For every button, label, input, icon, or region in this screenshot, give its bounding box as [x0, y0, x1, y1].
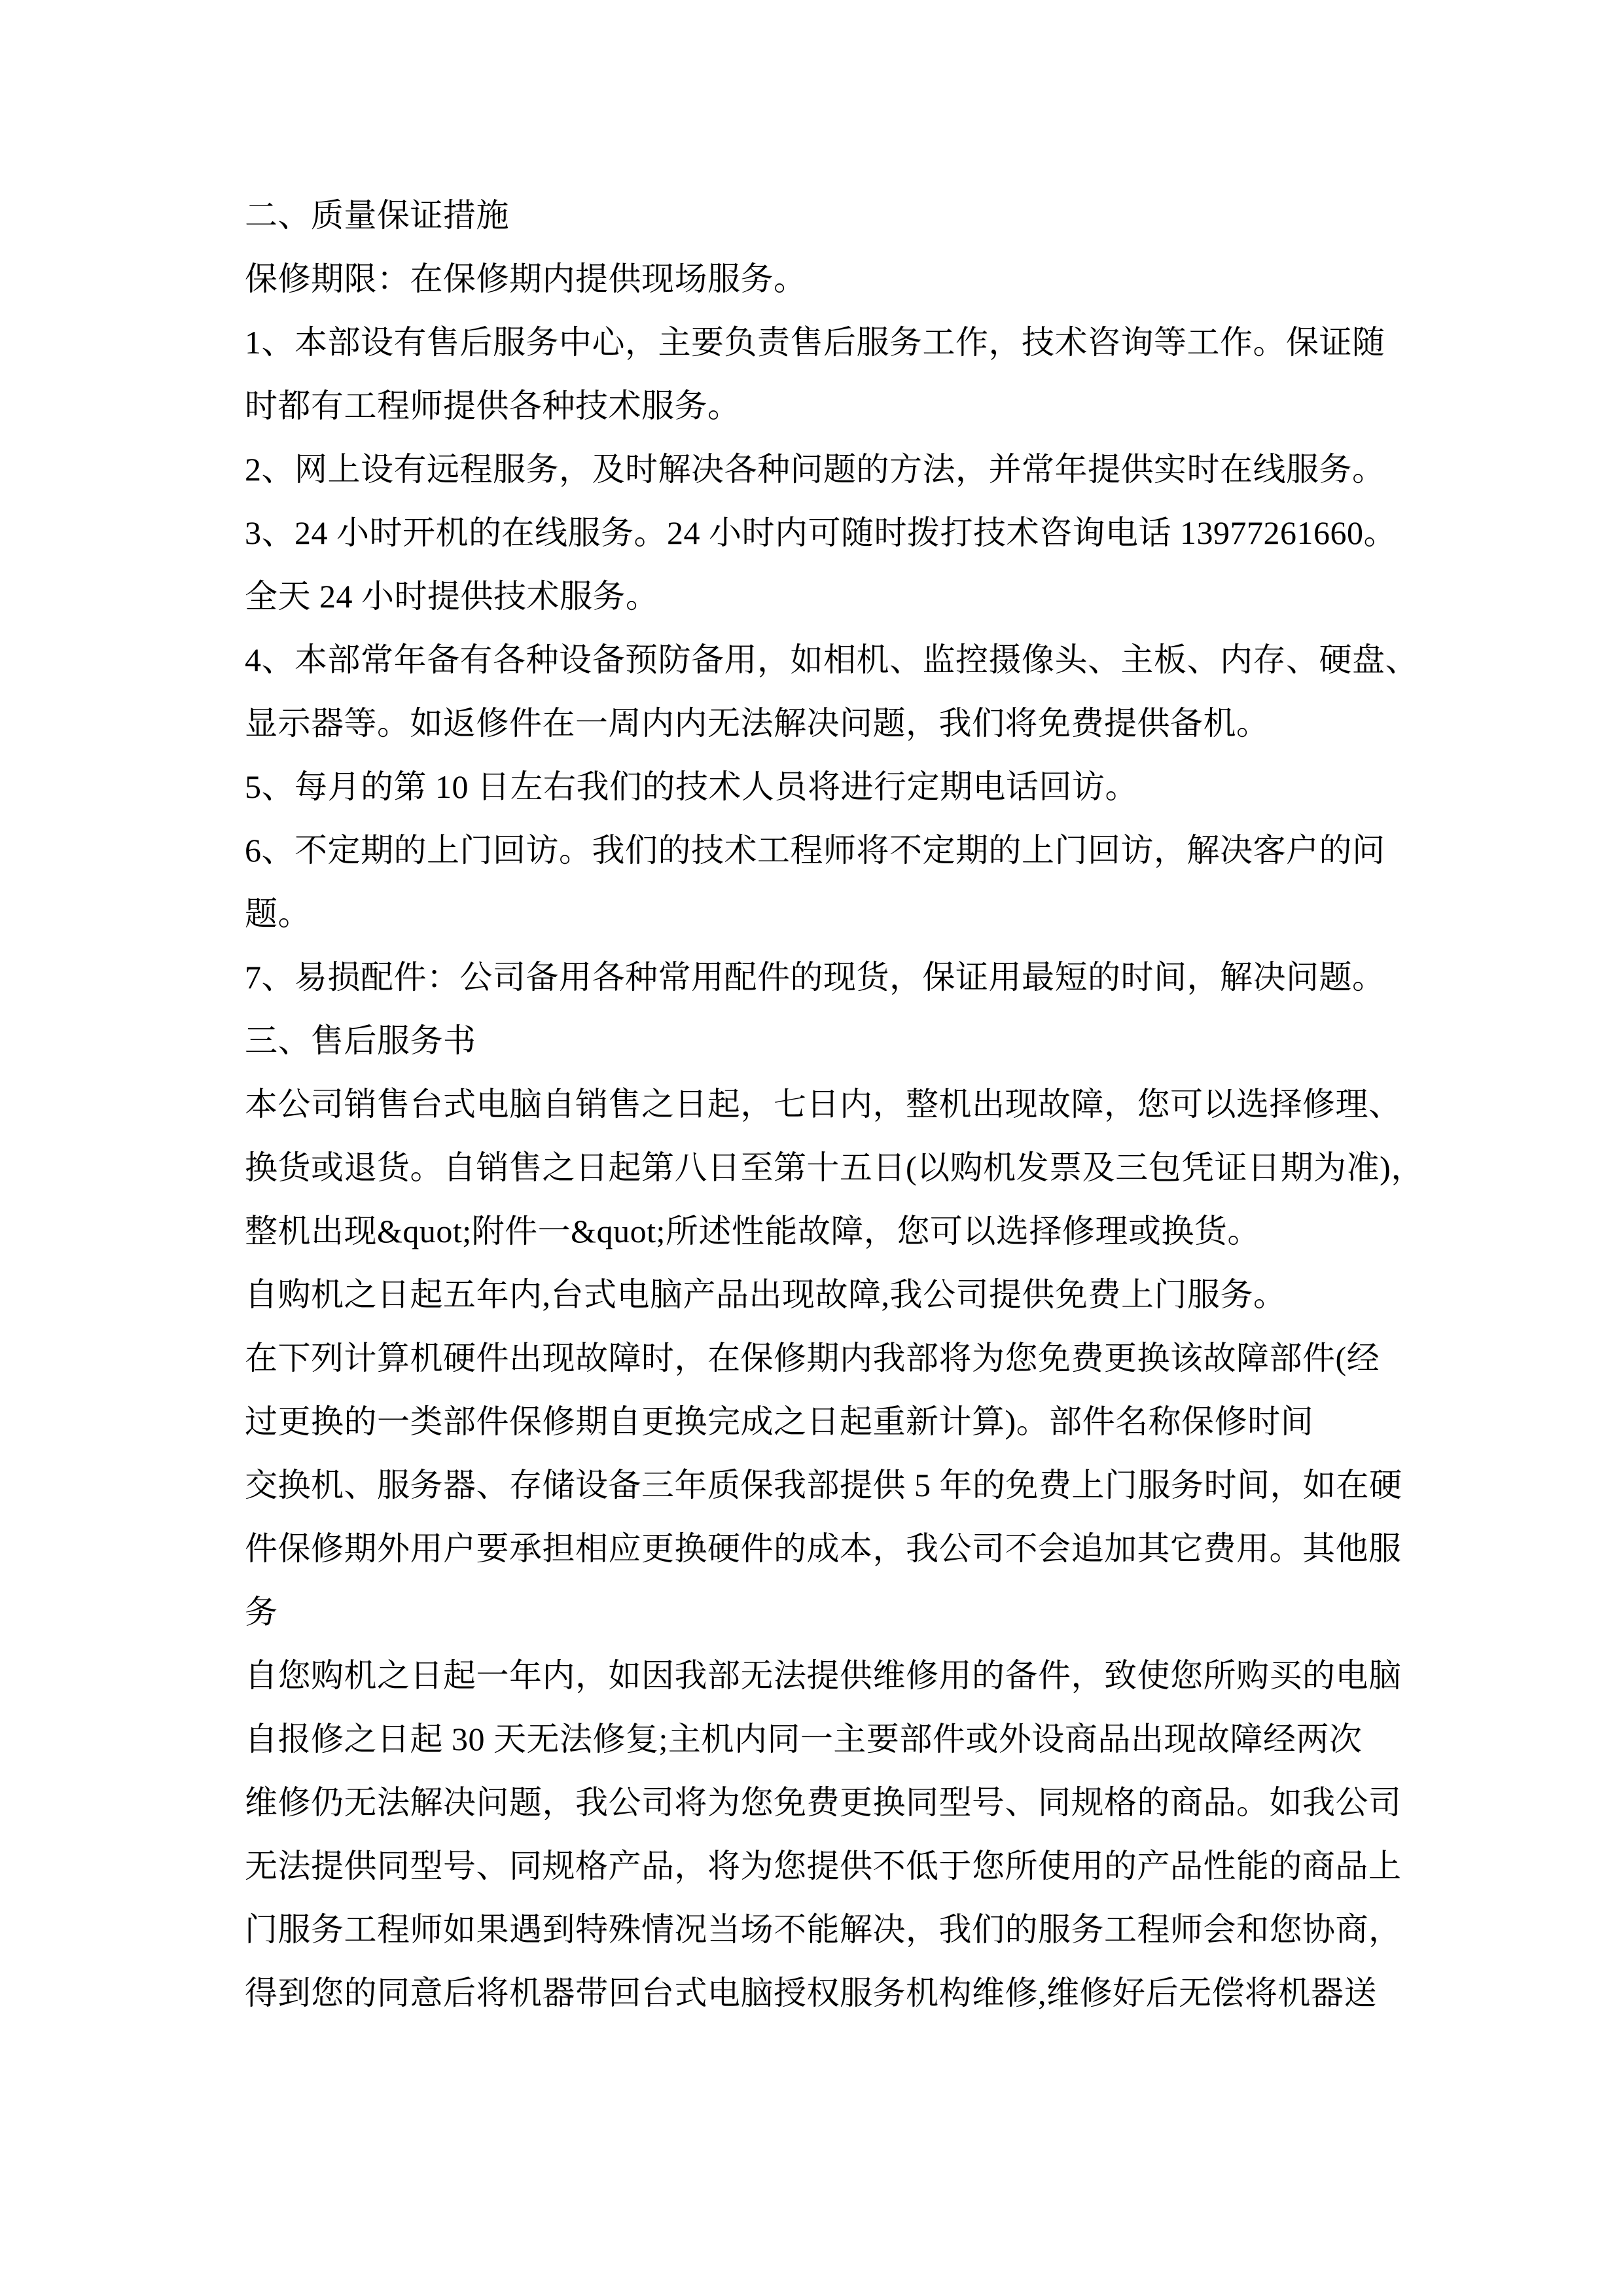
text-line: 交换机、服务器、存储设备三年质保我部提供 5 年的免费上门服务时间，如在硬: [245, 1467, 1402, 1503]
text-line: 维修仍无法解决问题，我公司将为您免费更换同型号、同规格的商品。如我公司: [245, 1784, 1402, 1821]
text-line: 门服务工程师如果遇到特殊情况当场不能解决，我们的服务工程师会和您协商，: [245, 1911, 1402, 1948]
text-line: 3、24 小时开机的在线服务。24 小时内可随时拨打技术咨询电话 13977261660。: [245, 514, 1397, 551]
text-line: 得到您的同意后将机器带回台式电脑授权服务机构维修,维修好后无偿将机器送: [245, 1975, 1377, 2011]
text-line: 2、网上设有远程服务，及时解决各种问题的方法，并常年提供实时在线服务。: [245, 451, 1385, 488]
text-line: 6、不定期的上门回访。我们的技术工程师将不定期的上门回访，解决客户的问: [245, 832, 1385, 869]
text-line: 无法提供同型号、同规格产品，将为您提供不低于您所使用的产品性能的商品上: [245, 1848, 1402, 1884]
text-line: 5、每月的第 10 日左右我们的技术人员将进行定期电话回访。: [245, 768, 1138, 805]
text-line: 本公司销售台式电脑自销售之日起，七日内，整机出现故障，您可以选择修理、: [245, 1086, 1402, 1122]
text-line: 显示器等。如返修件在一周内内无法解决问题，我们将免费提供备机。: [245, 705, 1270, 742]
text-line: 4、本部常年备有各种设备预防备用，如相机、监控摄像头、主板、内存、硬盘、: [245, 641, 1418, 678]
text-line: 务: [245, 1594, 278, 1630]
text-line: 自您购机之日起一年内，如因我部无法提供维修用的备件，致使您所购买的电脑: [245, 1657, 1402, 1694]
text-line: 题。: [245, 895, 311, 932]
text-line: 在下列计算机硬件出现故障时，在保修期内我部将为您免费更换该故障部件(经: [245, 1340, 1380, 1376]
text-line: 1、本部设有售后服务中心，主要负责售后服务工作，技术咨询等工作。保证随: [245, 324, 1385, 361]
section-heading-quality: 二、质量保证措施: [245, 197, 509, 234]
text-line: 整机出现&quot;附件一&quot;所述性能故障，您可以选择修理或换货。: [245, 1213, 1260, 1249]
section-heading-service-book: 三、售后服务书: [245, 1022, 476, 1059]
text-line: 件保修期外用户要承担相应更换硬件的成本，我公司不会追加其它费用。其他服: [245, 1530, 1402, 1567]
text-line: 时都有工程师提供各种技术服务。: [245, 387, 741, 424]
text-line: 自报修之日起 30 天无法修复;主机内同一主要部件或外设商品出现故障经两次: [245, 1721, 1363, 1757]
text-line: 过更换的一类部件保修期自更换完成之日起重新计算)。部件名称保修时间: [245, 1403, 1314, 1440]
text-line: 自购机之日起五年内,台式电脑产品出现故障,我公司提供免费上门服务。: [245, 1276, 1287, 1313]
text-line: 换货或退货。自销售之日起第八日至第十五日(以购机发票及三包凭证日期为准)，: [245, 1149, 1424, 1186]
text-line: 全天 24 小时提供技术服务。: [245, 578, 659, 615]
text-line: 7、易损配件：公司备用各种常用配件的现货，保证用最短的时间，解决问题。: [245, 959, 1385, 996]
text-line: 保修期限：在保修期内提供现场服务。: [245, 260, 807, 297]
document-body: [245, 184, 1423, 2025]
